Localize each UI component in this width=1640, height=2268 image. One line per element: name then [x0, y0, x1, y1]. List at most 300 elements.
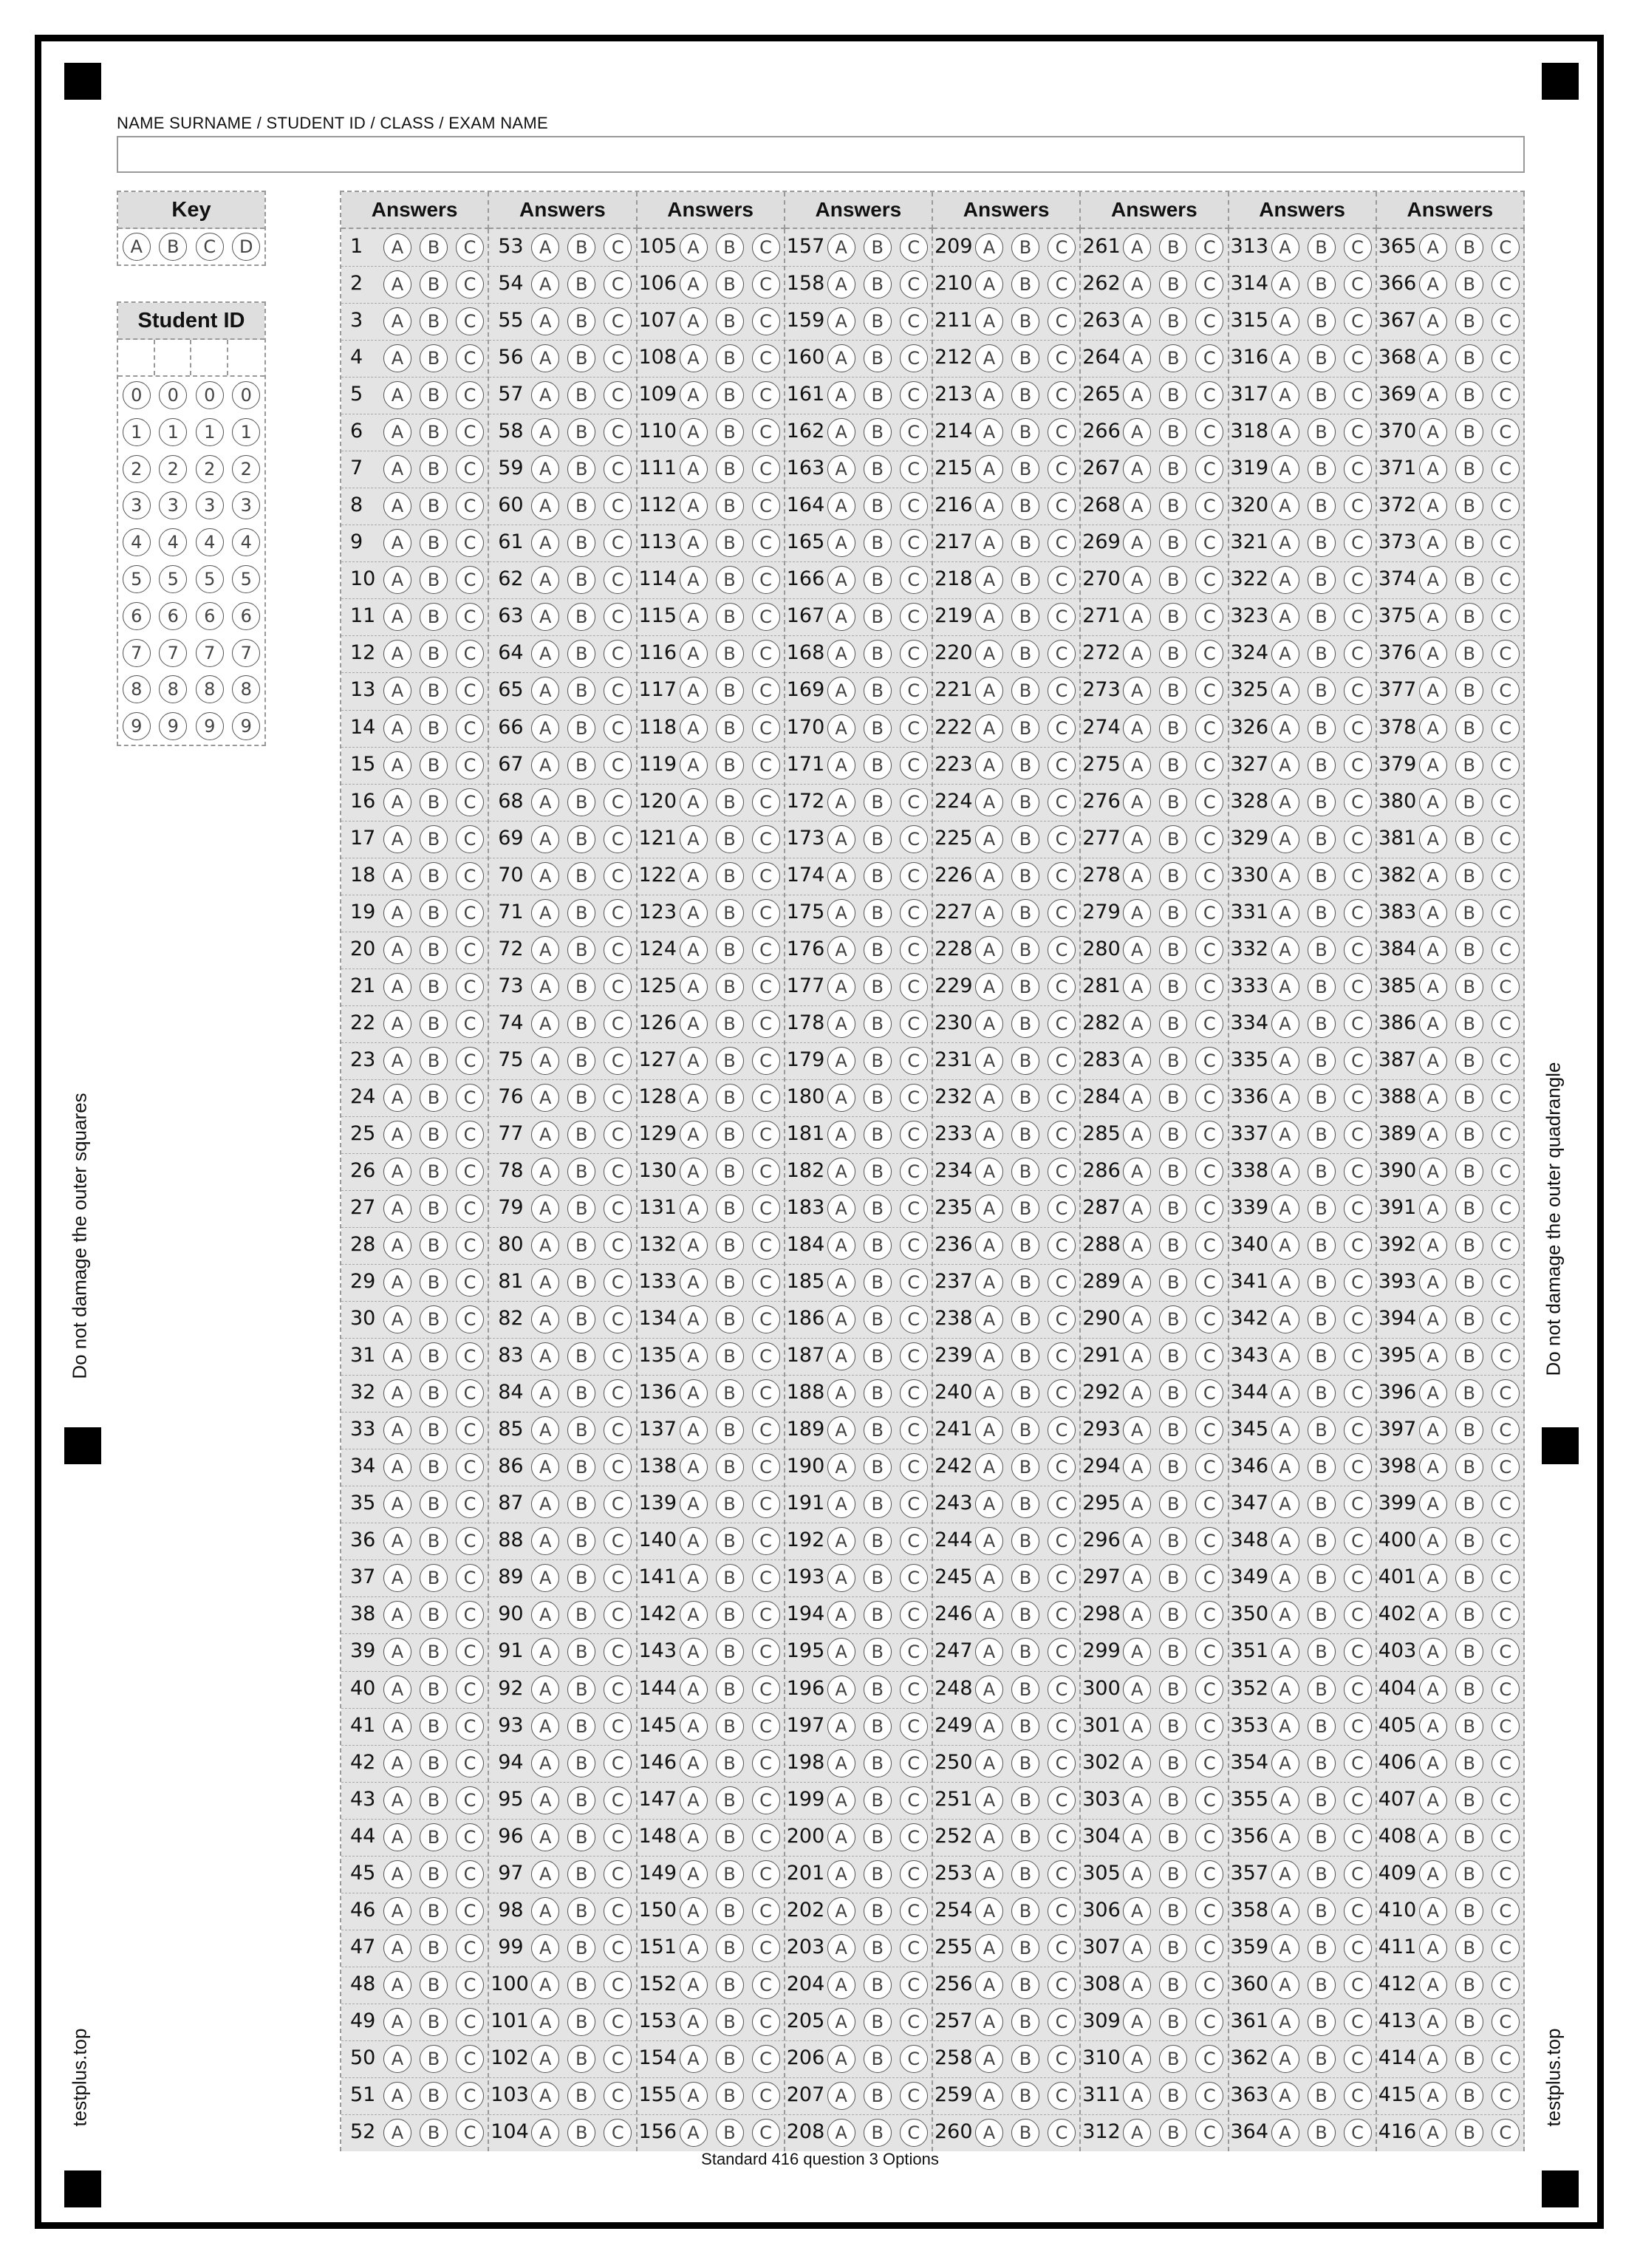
answer-option-b-bubble[interactable]: B	[1011, 2082, 1039, 2110]
answer-option-c-bubble[interactable]: C	[1048, 492, 1076, 520]
answer-option-a-bubble[interactable]: A	[680, 1121, 708, 1149]
answer-option-c-bubble[interactable]: C	[900, 1823, 928, 1851]
answer-option-b-bubble[interactable]: B	[1308, 455, 1336, 483]
answer-option-a-bubble[interactable]: A	[975, 788, 1003, 816]
answer-option-b-bubble[interactable]: B	[1308, 1047, 1336, 1075]
answer-option-c-bubble[interactable]: C	[900, 1601, 928, 1629]
student-id-digit-9-bubble[interactable]: 9	[196, 712, 224, 740]
answer-option-a-bubble[interactable]: A	[680, 344, 708, 372]
answer-option-c-bubble[interactable]: C	[1492, 1305, 1520, 1333]
answer-option-b-bubble[interactable]: B	[1455, 233, 1483, 262]
answer-option-c-bubble[interactable]: C	[1195, 640, 1223, 668]
answer-option-b-bubble[interactable]: B	[1308, 1749, 1336, 1777]
answer-option-c-bubble[interactable]: C	[456, 1084, 484, 1112]
answer-option-c-bubble[interactable]: C	[604, 2008, 632, 2036]
answer-option-b-bubble[interactable]: B	[1455, 455, 1483, 483]
answer-option-b-bubble[interactable]: B	[1159, 2045, 1187, 2073]
answer-option-b-bubble[interactable]: B	[1011, 1786, 1039, 1814]
answer-option-c-bubble[interactable]: C	[604, 1010, 632, 1038]
key-option-c-bubble[interactable]: C	[196, 233, 224, 261]
answer-option-c-bubble[interactable]: C	[900, 529, 928, 557]
answer-option-c-bubble[interactable]: C	[604, 1195, 632, 1223]
answer-option-b-bubble[interactable]: B	[1159, 1897, 1187, 1925]
answer-option-a-bubble[interactable]: A	[1419, 1195, 1447, 1223]
answer-option-b-bubble[interactable]: B	[1159, 1934, 1187, 1962]
answer-option-b-bubble[interactable]: B	[1011, 1121, 1039, 1149]
answer-option-a-bubble[interactable]: A	[680, 788, 708, 816]
answer-option-b-bubble[interactable]: B	[1159, 2082, 1187, 2110]
answer-option-a-bubble[interactable]: A	[1123, 973, 1151, 1001]
answer-option-c-bubble[interactable]: C	[456, 973, 484, 1001]
answer-option-c-bubble[interactable]: C	[752, 1121, 780, 1149]
answer-option-c-bubble[interactable]: C	[456, 2045, 484, 2073]
answer-option-b-bubble[interactable]: B	[1159, 751, 1187, 779]
answer-option-a-bubble[interactable]: A	[975, 1342, 1003, 1370]
answer-option-a-bubble[interactable]: A	[531, 1416, 559, 1444]
answer-option-a-bubble[interactable]: A	[383, 1195, 411, 1223]
answer-option-b-bubble[interactable]: B	[716, 1010, 744, 1038]
answer-option-b-bubble[interactable]: B	[1455, 603, 1483, 631]
answer-option-a-bubble[interactable]: A	[975, 529, 1003, 557]
answer-option-b-bubble[interactable]: B	[716, 1749, 744, 1777]
answer-option-c-bubble[interactable]: C	[604, 1786, 632, 1814]
answer-option-c-bubble[interactable]: C	[1344, 1158, 1372, 1186]
answer-option-c-bubble[interactable]: C	[1344, 1527, 1372, 1555]
answer-option-a-bubble[interactable]: A	[531, 1453, 559, 1481]
answer-option-b-bubble[interactable]: B	[420, 1195, 448, 1223]
answer-option-b-bubble[interactable]: B	[716, 899, 744, 927]
answer-option-c-bubble[interactable]: C	[456, 1564, 484, 1592]
answer-option-a-bubble[interactable]: A	[827, 2082, 855, 2110]
answer-option-b-bubble[interactable]: B	[716, 2008, 744, 2036]
answer-option-c-bubble[interactable]: C	[900, 788, 928, 816]
answer-option-c-bubble[interactable]: C	[1344, 455, 1372, 483]
answer-option-c-bubble[interactable]: C	[1344, 1379, 1372, 1407]
answer-option-c-bubble[interactable]: C	[1048, 825, 1076, 853]
answer-option-c-bubble[interactable]: C	[1492, 418, 1520, 446]
answer-option-b-bubble[interactable]: B	[1308, 603, 1336, 631]
answer-option-a-bubble[interactable]: A	[1271, 640, 1299, 668]
answer-option-a-bubble[interactable]: A	[827, 1897, 855, 1925]
answer-option-a-bubble[interactable]: A	[1419, 1158, 1447, 1186]
answer-option-b-bubble[interactable]: B	[716, 418, 744, 446]
answer-option-a-bubble[interactable]: A	[1271, 677, 1299, 705]
answer-option-c-bubble[interactable]: C	[456, 1342, 484, 1370]
answer-option-c-bubble[interactable]: C	[1492, 1416, 1520, 1444]
answer-option-c-bubble[interactable]: C	[900, 307, 928, 335]
answer-option-a-bubble[interactable]: A	[1271, 1121, 1299, 1149]
answer-option-b-bubble[interactable]: B	[864, 1934, 892, 1962]
answer-option-c-bubble[interactable]: C	[1195, 862, 1223, 890]
answer-option-c-bubble[interactable]: C	[1492, 2008, 1520, 2036]
answer-option-a-bubble[interactable]: A	[827, 1084, 855, 1112]
answer-option-c-bubble[interactable]: C	[1195, 2045, 1223, 2073]
answer-option-b-bubble[interactable]: B	[1159, 788, 1187, 816]
answer-option-a-bubble[interactable]: A	[383, 1084, 411, 1112]
answer-option-a-bubble[interactable]: A	[1123, 2082, 1151, 2110]
answer-option-b-bubble[interactable]: B	[1011, 1527, 1039, 1555]
answer-option-b-bubble[interactable]: B	[1159, 2008, 1187, 2036]
answer-option-a-bubble[interactable]: A	[1271, 270, 1299, 298]
answer-option-b-bubble[interactable]: B	[1455, 270, 1483, 298]
answer-option-a-bubble[interactable]: A	[827, 233, 855, 262]
answer-option-c-bubble[interactable]: C	[900, 344, 928, 372]
answer-option-b-bubble[interactable]: B	[1011, 751, 1039, 779]
answer-option-c-bubble[interactable]: C	[752, 344, 780, 372]
answer-option-b-bubble[interactable]: B	[1308, 1527, 1336, 1555]
answer-option-c-bubble[interactable]: C	[900, 1934, 928, 1962]
answer-option-c-bubble[interactable]: C	[456, 1712, 484, 1741]
answer-option-a-bubble[interactable]: A	[1123, 1676, 1151, 1704]
answer-option-b-bubble[interactable]: B	[1308, 529, 1336, 557]
answer-option-b-bubble[interactable]: B	[420, 1638, 448, 1666]
answer-option-b-bubble[interactable]: B	[567, 1047, 595, 1075]
answer-option-a-bubble[interactable]: A	[1271, 1934, 1299, 1962]
answer-option-c-bubble[interactable]: C	[752, 1416, 780, 1444]
answer-option-a-bubble[interactable]: A	[1419, 899, 1447, 927]
answer-option-c-bubble[interactable]: C	[604, 566, 632, 594]
answer-option-c-bubble[interactable]: C	[752, 1860, 780, 1888]
answer-option-a-bubble[interactable]: A	[1271, 2082, 1299, 2110]
answer-option-b-bubble[interactable]: B	[1011, 418, 1039, 446]
answer-option-b-bubble[interactable]: B	[864, 751, 892, 779]
answer-option-c-bubble[interactable]: C	[1344, 1121, 1372, 1149]
answer-option-a-bubble[interactable]: A	[680, 603, 708, 631]
answer-option-a-bubble[interactable]: A	[1271, 603, 1299, 631]
answer-option-c-bubble[interactable]: C	[900, 1749, 928, 1777]
answer-option-a-bubble[interactable]: A	[975, 2045, 1003, 2073]
answer-option-b-bubble[interactable]: B	[567, 1490, 595, 1518]
answer-option-a-bubble[interactable]: A	[975, 1564, 1003, 1592]
answer-option-a-bubble[interactable]: A	[680, 1047, 708, 1075]
answer-option-b-bubble[interactable]: B	[567, 1453, 595, 1481]
answer-option-b-bubble[interactable]: B	[1011, 344, 1039, 372]
answer-option-b-bubble[interactable]: B	[567, 640, 595, 668]
answer-option-a-bubble[interactable]: A	[680, 418, 708, 446]
answer-option-c-bubble[interactable]: C	[1048, 1527, 1076, 1555]
answer-option-a-bubble[interactable]: A	[975, 418, 1003, 446]
answer-option-c-bubble[interactable]: C	[1048, 2119, 1076, 2147]
answer-option-a-bubble[interactable]: A	[383, 1749, 411, 1777]
answer-option-a-bubble[interactable]: A	[680, 1527, 708, 1555]
answer-option-c-bubble[interactable]: C	[752, 1195, 780, 1223]
answer-option-b-bubble[interactable]: B	[567, 455, 595, 483]
answer-option-b-bubble[interactable]: B	[1308, 1268, 1336, 1297]
student-id-digit-9-bubble[interactable]: 9	[232, 712, 260, 740]
answer-option-c-bubble[interactable]: C	[900, 566, 928, 594]
answer-option-b-bubble[interactable]: B	[1455, 1676, 1483, 1704]
answer-option-b-bubble[interactable]: B	[1455, 825, 1483, 853]
answer-option-b-bubble[interactable]: B	[567, 1342, 595, 1370]
answer-option-b-bubble[interactable]: B	[864, 233, 892, 262]
answer-option-c-bubble[interactable]: C	[1048, 1564, 1076, 1592]
answer-option-c-bubble[interactable]: C	[1492, 1676, 1520, 1704]
answer-option-b-bubble[interactable]: B	[1455, 1786, 1483, 1814]
answer-option-a-bubble[interactable]: A	[1123, 640, 1151, 668]
answer-option-c-bubble[interactable]: C	[604, 1527, 632, 1555]
answer-option-a-bubble[interactable]: A	[1271, 1897, 1299, 1925]
answer-option-c-bubble[interactable]: C	[456, 714, 484, 742]
answer-option-c-bubble[interactable]: C	[1344, 1195, 1372, 1223]
answer-option-b-bubble[interactable]: B	[864, 1453, 892, 1481]
answer-option-a-bubble[interactable]: A	[975, 1712, 1003, 1741]
answer-option-b-bubble[interactable]: B	[1308, 1121, 1336, 1149]
answer-option-a-bubble[interactable]: A	[383, 1490, 411, 1518]
answer-option-a-bubble[interactable]: A	[1123, 751, 1151, 779]
student-id-digit-4-bubble[interactable]: 4	[196, 528, 224, 556]
answer-option-b-bubble[interactable]: B	[1455, 862, 1483, 890]
answer-option-b-bubble[interactable]: B	[1455, 1564, 1483, 1592]
answer-option-a-bubble[interactable]: A	[383, 1638, 411, 1666]
answer-option-c-bubble[interactable]: C	[1344, 1453, 1372, 1481]
answer-option-b-bubble[interactable]: B	[1159, 1971, 1187, 1999]
answer-option-c-bubble[interactable]: C	[1048, 973, 1076, 1001]
answer-option-a-bubble[interactable]: A	[383, 1268, 411, 1297]
answer-option-b-bubble[interactable]: B	[420, 1527, 448, 1555]
answer-option-c-bubble[interactable]: C	[456, 1305, 484, 1333]
answer-option-c-bubble[interactable]: C	[900, 1416, 928, 1444]
answer-option-c-bubble[interactable]: C	[900, 270, 928, 298]
answer-option-b-bubble[interactable]: B	[1011, 455, 1039, 483]
answer-option-a-bubble[interactable]: A	[531, 640, 559, 668]
answer-option-a-bubble[interactable]: A	[827, 1934, 855, 1962]
answer-option-a-bubble[interactable]: A	[531, 1601, 559, 1629]
answer-option-b-bubble[interactable]: B	[1159, 529, 1187, 557]
answer-option-b-bubble[interactable]: B	[567, 1305, 595, 1333]
student-id-digit-1-bubble[interactable]: 1	[123, 418, 151, 446]
answer-option-c-bubble[interactable]: C	[900, 2008, 928, 2036]
answer-option-c-bubble[interactable]: C	[1195, 2082, 1223, 2110]
answer-option-a-bubble[interactable]: A	[1123, 1232, 1151, 1260]
answer-option-b-bubble[interactable]: B	[1011, 492, 1039, 520]
answer-option-a-bubble[interactable]: A	[383, 1971, 411, 1999]
answer-option-c-bubble[interactable]: C	[604, 381, 632, 409]
answer-option-c-bubble[interactable]: C	[1195, 1416, 1223, 1444]
answer-option-b-bubble[interactable]: B	[864, 1158, 892, 1186]
answer-option-b-bubble[interactable]: B	[1308, 1305, 1336, 1333]
answer-option-c-bubble[interactable]: C	[1195, 1564, 1223, 1592]
answer-option-c-bubble[interactable]: C	[604, 1897, 632, 1925]
answer-option-b-bubble[interactable]: B	[1308, 825, 1336, 853]
answer-option-a-bubble[interactable]: A	[531, 1638, 559, 1666]
answer-option-a-bubble[interactable]: A	[1123, 825, 1151, 853]
answer-option-c-bubble[interactable]: C	[1195, 973, 1223, 1001]
answer-option-a-bubble[interactable]: A	[531, 1934, 559, 1962]
answer-option-a-bubble[interactable]: A	[1419, 862, 1447, 890]
answer-option-c-bubble[interactable]: C	[1344, 1601, 1372, 1629]
answer-option-c-bubble[interactable]: C	[1195, 677, 1223, 705]
answer-option-b-bubble[interactable]: B	[1308, 1971, 1336, 1999]
answer-option-c-bubble[interactable]: C	[456, 788, 484, 816]
answer-option-b-bubble[interactable]: B	[567, 1232, 595, 1260]
answer-option-b-bubble[interactable]: B	[1011, 1897, 1039, 1925]
answer-option-b-bubble[interactable]: B	[1011, 233, 1039, 262]
answer-option-b-bubble[interactable]: B	[1159, 1453, 1187, 1481]
answer-option-b-bubble[interactable]: B	[1159, 344, 1187, 372]
student-id-digit-6-bubble[interactable]: 6	[232, 602, 260, 630]
answer-option-c-bubble[interactable]: C	[1048, 381, 1076, 409]
answer-option-c-bubble[interactable]: C	[1195, 233, 1223, 262]
answer-option-a-bubble[interactable]: A	[531, 1047, 559, 1075]
student-id-write-box[interactable]	[228, 340, 265, 375]
answer-option-a-bubble[interactable]: A	[680, 1897, 708, 1925]
answer-option-a-bubble[interactable]: A	[1271, 788, 1299, 816]
answer-option-b-bubble[interactable]: B	[716, 307, 744, 335]
answer-option-a-bubble[interactable]: A	[383, 1934, 411, 1962]
answer-option-c-bubble[interactable]: C	[604, 899, 632, 927]
answer-option-c-bubble[interactable]: C	[752, 270, 780, 298]
answer-option-b-bubble[interactable]: B	[1308, 1232, 1336, 1260]
answer-option-a-bubble[interactable]: A	[680, 1564, 708, 1592]
answer-option-b-bubble[interactable]: B	[420, 418, 448, 446]
answer-option-a-bubble[interactable]: A	[1123, 1490, 1151, 1518]
answer-option-b-bubble[interactable]: B	[1308, 1084, 1336, 1112]
answer-option-a-bubble[interactable]: A	[383, 1860, 411, 1888]
answer-option-a-bubble[interactable]: A	[1123, 1638, 1151, 1666]
answer-option-c-bubble[interactable]: C	[1195, 529, 1223, 557]
answer-option-c-bubble[interactable]: C	[900, 751, 928, 779]
answer-option-a-bubble[interactable]: A	[531, 1379, 559, 1407]
answer-option-b-bubble[interactable]: B	[864, 1416, 892, 1444]
answer-option-c-bubble[interactable]: C	[1492, 973, 1520, 1001]
answer-option-b-bubble[interactable]: B	[420, 2119, 448, 2147]
answer-option-a-bubble[interactable]: A	[383, 751, 411, 779]
answer-option-c-bubble[interactable]: C	[1344, 714, 1372, 742]
answer-option-b-bubble[interactable]: B	[864, 1379, 892, 1407]
answer-option-a-bubble[interactable]: A	[680, 2045, 708, 2073]
answer-option-b-bubble[interactable]: B	[716, 2045, 744, 2073]
answer-option-c-bubble[interactable]: C	[456, 825, 484, 853]
answer-option-a-bubble[interactable]: A	[680, 1195, 708, 1223]
answer-option-b-bubble[interactable]: B	[864, 344, 892, 372]
student-id-digit-3-bubble[interactable]: 3	[159, 491, 187, 519]
student-id-digit-8-bubble[interactable]: 8	[123, 675, 151, 703]
answer-option-c-bubble[interactable]: C	[1492, 233, 1520, 262]
answer-option-a-bubble[interactable]: A	[531, 1490, 559, 1518]
answer-option-c-bubble[interactable]: C	[1344, 344, 1372, 372]
answer-option-b-bubble[interactable]: B	[1455, 1158, 1483, 1186]
answer-option-b-bubble[interactable]: B	[716, 1601, 744, 1629]
answer-option-b-bubble[interactable]: B	[1159, 862, 1187, 890]
answer-option-a-bubble[interactable]: A	[1123, 1712, 1151, 1741]
answer-option-b-bubble[interactable]: B	[1011, 862, 1039, 890]
answer-option-a-bubble[interactable]: A	[383, 788, 411, 816]
answer-option-c-bubble[interactable]: C	[752, 1527, 780, 1555]
answer-option-a-bubble[interactable]: A	[1123, 566, 1151, 594]
answer-option-a-bubble[interactable]: A	[975, 1195, 1003, 1223]
answer-option-a-bubble[interactable]: A	[1419, 1823, 1447, 1851]
answer-option-b-bubble[interactable]: B	[716, 1158, 744, 1186]
answer-option-b-bubble[interactable]: B	[716, 936, 744, 964]
answer-option-b-bubble[interactable]: B	[1308, 1897, 1336, 1925]
answer-option-a-bubble[interactable]: A	[531, 936, 559, 964]
answer-option-b-bubble[interactable]: B	[1159, 566, 1187, 594]
answer-option-a-bubble[interactable]: A	[680, 1453, 708, 1481]
answer-option-b-bubble[interactable]: B	[1308, 418, 1336, 446]
answer-option-b-bubble[interactable]: B	[716, 1305, 744, 1333]
answer-option-a-bubble[interactable]: A	[1271, 455, 1299, 483]
answer-option-a-bubble[interactable]: A	[1419, 714, 1447, 742]
answer-option-c-bubble[interactable]: C	[1195, 1490, 1223, 1518]
answer-option-a-bubble[interactable]: A	[1271, 1047, 1299, 1075]
answer-option-a-bubble[interactable]: A	[975, 566, 1003, 594]
student-id-digit-4-bubble[interactable]: 4	[159, 528, 187, 556]
answer-option-b-bubble[interactable]: B	[420, 381, 448, 409]
answer-option-a-bubble[interactable]: A	[1123, 1416, 1151, 1444]
answer-option-c-bubble[interactable]: C	[1492, 936, 1520, 964]
answer-option-c-bubble[interactable]: C	[900, 1712, 928, 1741]
student-id-write-box[interactable]	[155, 340, 192, 375]
answer-option-b-bubble[interactable]: B	[864, 1749, 892, 1777]
answer-option-a-bubble[interactable]: A	[827, 714, 855, 742]
answer-option-c-bubble[interactable]: C	[752, 1232, 780, 1260]
answer-option-b-bubble[interactable]: B	[1455, 1010, 1483, 1038]
answer-option-b-bubble[interactable]: B	[567, 492, 595, 520]
answer-option-c-bubble[interactable]: C	[1492, 1638, 1520, 1666]
answer-option-c-bubble[interactable]: C	[1048, 1786, 1076, 1814]
answer-option-b-bubble[interactable]: B	[1308, 1010, 1336, 1038]
student-id-digit-7-bubble[interactable]: 7	[232, 639, 260, 667]
answer-option-a-bubble[interactable]: A	[1419, 751, 1447, 779]
answer-option-a-bubble[interactable]: A	[1123, 899, 1151, 927]
answer-option-b-bubble[interactable]: B	[716, 1121, 744, 1149]
answer-option-b-bubble[interactable]: B	[1159, 1860, 1187, 1888]
answer-option-a-bubble[interactable]: A	[827, 1121, 855, 1149]
answer-option-a-bubble[interactable]: A	[1271, 418, 1299, 446]
answer-option-b-bubble[interactable]: B	[1308, 270, 1336, 298]
answer-option-a-bubble[interactable]: A	[680, 529, 708, 557]
answer-option-b-bubble[interactable]: B	[1011, 2008, 1039, 2036]
student-id-digit-2-bubble[interactable]: 2	[123, 455, 151, 483]
answer-option-a-bubble[interactable]: A	[1271, 2045, 1299, 2073]
answer-option-c-bubble[interactable]: C	[456, 862, 484, 890]
answer-option-a-bubble[interactable]: A	[1271, 1823, 1299, 1851]
answer-option-b-bubble[interactable]: B	[420, 233, 448, 262]
answer-option-a-bubble[interactable]: A	[680, 1342, 708, 1370]
answer-option-b-bubble[interactable]: B	[1159, 1010, 1187, 1038]
answer-option-b-bubble[interactable]: B	[1159, 1342, 1187, 1370]
answer-option-b-bubble[interactable]: B	[864, 1712, 892, 1741]
answer-option-c-bubble[interactable]: C	[1344, 751, 1372, 779]
answer-option-b-bubble[interactable]: B	[567, 1860, 595, 1888]
answer-option-c-bubble[interactable]: C	[1344, 1749, 1372, 1777]
answer-option-c-bubble[interactable]: C	[1048, 1860, 1076, 1888]
answer-option-c-bubble[interactable]: C	[752, 1084, 780, 1112]
answer-option-a-bubble[interactable]: A	[383, 418, 411, 446]
answer-option-c-bubble[interactable]: C	[1048, 1195, 1076, 1223]
answer-option-c-bubble[interactable]: C	[1048, 788, 1076, 816]
answer-option-c-bubble[interactable]: C	[1048, 1638, 1076, 1666]
answer-option-a-bubble[interactable]: A	[1419, 455, 1447, 483]
answer-option-b-bubble[interactable]: B	[716, 2082, 744, 2110]
answer-option-b-bubble[interactable]: B	[567, 344, 595, 372]
answer-option-a-bubble[interactable]: A	[680, 1010, 708, 1038]
answer-option-b-bubble[interactable]: B	[864, 677, 892, 705]
answer-option-b-bubble[interactable]: B	[1308, 640, 1336, 668]
answer-option-c-bubble[interactable]: C	[1048, 1084, 1076, 1112]
answer-option-c-bubble[interactable]: C	[1492, 1158, 1520, 1186]
answer-option-c-bubble[interactable]: C	[752, 1601, 780, 1629]
answer-option-a-bubble[interactable]: A	[531, 1823, 559, 1851]
answer-option-c-bubble[interactable]: C	[752, 1934, 780, 1962]
answer-option-b-bubble[interactable]: B	[864, 381, 892, 409]
answer-option-c-bubble[interactable]: C	[604, 1564, 632, 1592]
answer-option-c-bubble[interactable]: C	[604, 1084, 632, 1112]
answer-option-a-bubble[interactable]: A	[531, 1232, 559, 1260]
answer-option-b-bubble[interactable]: B	[716, 862, 744, 890]
answer-option-b-bubble[interactable]: B	[1011, 973, 1039, 1001]
answer-option-b-bubble[interactable]: B	[1159, 1601, 1187, 1629]
